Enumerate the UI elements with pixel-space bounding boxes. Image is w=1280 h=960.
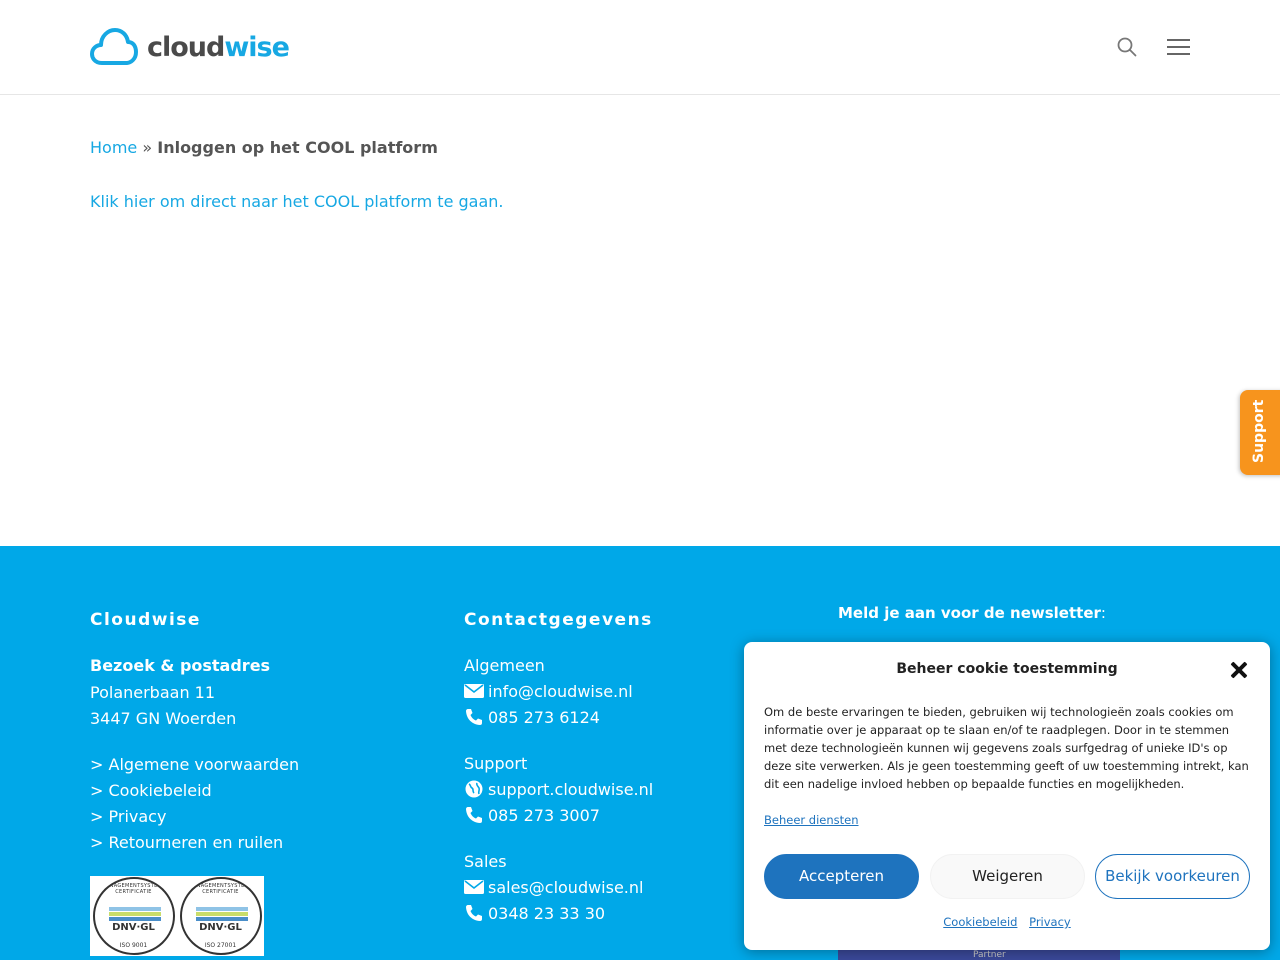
- sales-email-link[interactable]: sales@cloudwise.nl: [488, 878, 644, 897]
- badge-org: DNV·GL: [112, 922, 155, 933]
- footer-link-cookie-policy[interactable]: > Cookiebeleid: [90, 781, 212, 800]
- badge-arc-text: MANAGEMENTSYSTEEM CERTIFICATIE: [101, 883, 166, 895]
- partner-text: Partner: [973, 950, 1006, 960]
- address-city: 3447 GN Woerden: [90, 709, 237, 728]
- view-preferences-button[interactable]: Bekijk voorkeuren: [1095, 854, 1250, 899]
- cloud-icon: [90, 27, 138, 67]
- badge-iso: ISO 9001: [119, 942, 148, 949]
- breadcrumb-separator: »: [142, 138, 153, 157]
- breadcrumb-current: Inloggen op het COOL platform: [157, 138, 438, 157]
- sales-heading: Sales: [464, 852, 507, 871]
- footer-link-terms[interactable]: > Algemene voorwaarden: [90, 755, 300, 774]
- iso-27001-badge: [180, 877, 262, 955]
- cookie-policy-link[interactable]: Cookiebeleid: [943, 915, 1018, 929]
- newsletter-colon: :: [1100, 604, 1106, 622]
- logo-text-cloud: cloud: [147, 31, 225, 63]
- deny-button[interactable]: Weigeren: [930, 854, 1085, 899]
- breadcrumb-home-link[interactable]: Home: [90, 138, 138, 157]
- certification-badges: [90, 876, 264, 956]
- badge-arc-text: MANAGEMENTSYSTEEM CERTIFICATIE: [188, 883, 253, 895]
- iso-9001-badge: [93, 877, 175, 955]
- address-heading: Bezoek & postadres: [90, 656, 271, 675]
- footer-link-privacy[interactable]: > Privacy: [90, 807, 167, 826]
- support-site-link[interactable]: support.cloudwise.nl: [488, 780, 654, 799]
- partner-badge: [838, 950, 1120, 960]
- phone-icon: [464, 806, 484, 824]
- footer-title-cloudwise: Cloudwise: [90, 610, 201, 630]
- manage-services-link[interactable]: Beheer diensten: [764, 813, 859, 827]
- envelope-icon: [464, 682, 484, 700]
- close-icon[interactable]: [1228, 659, 1250, 681]
- accept-button[interactable]: Accepteren: [764, 854, 919, 899]
- support-phone-link[interactable]: 085 273 3007: [488, 806, 600, 825]
- cool-platform-link[interactable]: Klik hier om direct naar het COOL platform te gaan.: [90, 192, 504, 211]
- support-tab-label: Support: [1251, 399, 1267, 463]
- footer-link-returns[interactable]: > Retourneren en ruilen: [90, 833, 284, 852]
- globe-icon: [464, 780, 484, 798]
- footer-title-contact: Contactgegevens: [464, 610, 653, 630]
- breadcrumb: [90, 137, 438, 159]
- cookie-dialog-message: Om de beste ervaringen te bieden, gebruiken wij technologieën zoals cookies om informatie over je apparaat op te slaan en/of te raadplegen. Door in te stemmen met deze technologieën kunnen wij gegevens zoals surfgedrag of unieke ID's op deze site verwerken. Als je geen toestemming geeft of uw toestemming intrekt, kan dit een nadelige invloed hebben op bepaalde functies en mogelijkheden.: [764, 705, 1249, 791]
- general-phone-link[interactable]: 085 273 6124: [488, 708, 600, 727]
- cloudwise-logo[interactable]: [90, 27, 289, 67]
- phone-icon: [464, 708, 484, 726]
- hamburger-menu-icon[interactable]: [1167, 39, 1191, 57]
- sales-phone-link[interactable]: 0348 23 33 30: [488, 904, 606, 923]
- support-tab[interactable]: [1240, 390, 1280, 475]
- support-heading: Support: [464, 754, 528, 773]
- general-heading: Algemeen: [464, 656, 545, 675]
- phone-icon: [464, 904, 484, 922]
- search-icon[interactable]: [1116, 36, 1138, 58]
- address-street: Polanerbaan 11: [90, 683, 216, 702]
- site-header: [0, 0, 1280, 95]
- envelope-icon: [464, 878, 484, 896]
- badge-org: DNV·GL: [199, 922, 242, 933]
- newsletter-label: Meld je aan voor de newsletter: [838, 604, 1101, 622]
- cookie-dialog-links: [744, 915, 1270, 929]
- badge-iso: ISO 27001: [204, 942, 237, 949]
- general-email-link[interactable]: info@cloudwise.nl: [488, 682, 633, 701]
- logo-wordmark: [147, 31, 289, 63]
- cookie-consent-dialog: [744, 642, 1270, 950]
- newsletter-heading: [838, 604, 1106, 622]
- cookie-dialog-title: Beheer cookie toestemming: [896, 661, 1118, 677]
- privacy-link[interactable]: Privacy: [1029, 915, 1071, 929]
- logo-text-wise: wise: [224, 31, 289, 63]
